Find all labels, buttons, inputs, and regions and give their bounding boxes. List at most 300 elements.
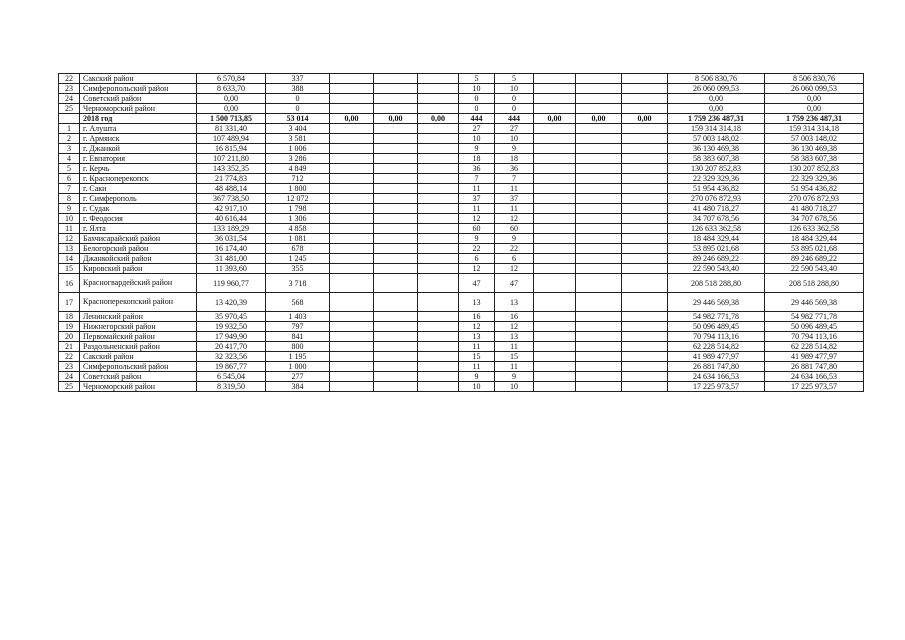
amount-total: 1 759 236 487,31 — [765, 114, 864, 124]
area-value: 13 420,39 — [197, 293, 266, 312]
amount-total: 51 954 436,82 — [765, 184, 864, 194]
objects-count: 0 — [459, 104, 495, 114]
empty-value-4 — [534, 332, 576, 342]
objects-count: 444 — [459, 114, 495, 124]
empty-value-3 — [418, 234, 459, 244]
row-number: 12 — [59, 234, 80, 244]
empty-value-1 — [330, 84, 374, 94]
table-row — [59, 204, 864, 214]
count-value: 53 014 — [266, 114, 330, 124]
count-value: 568 — [266, 293, 330, 312]
amount-total: 24 634 166,53 — [765, 372, 864, 382]
amount-total: 0,00 — [765, 104, 864, 114]
row-number: 11 — [59, 224, 80, 234]
empty-value-2 — [374, 124, 418, 134]
table-row — [59, 312, 864, 322]
empty-value-5 — [576, 264, 622, 274]
objects-count: 16 — [459, 312, 495, 322]
empty-value-5 — [576, 74, 622, 84]
amount-value: 130 207 852,83 — [668, 164, 765, 174]
objects-count-2: 0 — [495, 104, 534, 114]
empty-value-4 — [534, 204, 576, 214]
objects-count: 11 — [459, 342, 495, 352]
amount-total: 50 096 489,45 — [765, 322, 864, 332]
count-value: 1 081 — [266, 234, 330, 244]
objects-count-2: 12 — [495, 264, 534, 274]
empty-value-1 — [330, 224, 374, 234]
row-name: Симферопольский район — [80, 362, 197, 372]
area-value: 143 352,35 — [197, 164, 266, 174]
row-name: г. Евпатория — [80, 154, 197, 164]
objects-count-2: 22 — [495, 244, 534, 254]
amount-total: 159 314 314,18 — [765, 124, 864, 134]
empty-value-2 — [374, 144, 418, 154]
row-number: 25 — [59, 104, 80, 114]
empty-value-6 — [622, 164, 668, 174]
row-name: 2018 год — [80, 114, 197, 124]
empty-value-2 — [374, 104, 418, 114]
empty-value-3 — [418, 164, 459, 174]
empty-value-1 — [330, 204, 374, 214]
empty-value-6 — [622, 264, 668, 274]
objects-count-2: 12 — [495, 322, 534, 332]
amount-value: 26 881 747,80 — [668, 362, 765, 372]
objects-count: 10 — [459, 382, 495, 392]
amount-total: 26 060 099,53 — [765, 84, 864, 94]
amount-value: 18 484 329,44 — [668, 234, 765, 244]
row-name: Кировский район — [80, 264, 197, 274]
objects-count-2: 9 — [495, 234, 534, 244]
empty-value-5 — [576, 84, 622, 94]
empty-value-3 — [418, 84, 459, 94]
objects-count-2: 13 — [495, 293, 534, 312]
empty-value-4 — [534, 164, 576, 174]
empty-value-4 — [534, 382, 576, 392]
empty-value-3 — [418, 174, 459, 184]
amount-value: 70 794 113,16 — [668, 332, 765, 342]
amount-total: 70 794 113,16 — [765, 332, 864, 342]
area-value: 31 481,00 — [197, 254, 266, 264]
table-row — [59, 154, 864, 164]
objects-count-2: 36 — [495, 164, 534, 174]
empty-value-1 — [330, 214, 374, 224]
area-value: 81 331,40 — [197, 124, 266, 134]
row-number: 19 — [59, 322, 80, 332]
empty-value-1 — [330, 184, 374, 194]
empty-value-6 — [622, 234, 668, 244]
row-number: 18 — [59, 312, 80, 322]
empty-value-6 — [622, 214, 668, 224]
row-number: 1 — [59, 124, 80, 134]
empty-value-2 — [374, 264, 418, 274]
row-number: 5 — [59, 164, 80, 174]
empty-value-1 — [330, 372, 374, 382]
empty-value-3 — [418, 274, 459, 293]
empty-value-2 — [374, 382, 418, 392]
empty-value-4 — [534, 214, 576, 224]
empty-value-1 — [330, 254, 374, 264]
count-value: 4 858 — [266, 224, 330, 234]
empty-value-6 — [622, 124, 668, 134]
area-value: 367 738,50 — [197, 194, 266, 204]
empty-value-3 — [418, 204, 459, 214]
empty-value-6 — [622, 274, 668, 293]
empty-value-1 — [330, 154, 374, 164]
objects-count-2: 13 — [495, 332, 534, 342]
row-name: Красноперекопский район — [80, 293, 197, 312]
objects-count: 5 — [459, 74, 495, 84]
area-value: 16 815,94 — [197, 144, 266, 154]
amount-value: 0,00 — [668, 104, 765, 114]
amount-value: 270 076 872,93 — [668, 194, 765, 204]
row-name: Советский район — [80, 94, 197, 104]
amount-total: 8 506 830,76 — [765, 74, 864, 84]
area-value: 8 633,70 — [197, 84, 266, 94]
empty-value-5 — [576, 382, 622, 392]
area-value: 16 174,40 — [197, 244, 266, 254]
objects-count: 10 — [459, 134, 495, 144]
row-name: г. Саки — [80, 184, 197, 194]
empty-value-1 — [330, 362, 374, 372]
table-row — [59, 174, 864, 184]
area-value: 36 031,54 — [197, 234, 266, 244]
count-value: 1 195 — [266, 352, 330, 362]
empty-value-4 — [534, 224, 576, 234]
amount-total: 0,00 — [765, 94, 864, 104]
empty-value-3 — [418, 312, 459, 322]
row-name: Белогорский район — [80, 244, 197, 254]
objects-count: 12 — [459, 322, 495, 332]
empty-value-5: 0,00 — [576, 114, 622, 124]
empty-value-1 — [330, 124, 374, 134]
objects-count-2: 10 — [495, 134, 534, 144]
empty-value-5 — [576, 134, 622, 144]
table-row — [59, 104, 864, 114]
row-number: 23 — [59, 362, 80, 372]
count-value: 1 000 — [266, 362, 330, 372]
empty-value-2 — [374, 74, 418, 84]
count-value: 277 — [266, 372, 330, 382]
row-number: 7 — [59, 184, 80, 194]
empty-value-2 — [374, 214, 418, 224]
empty-value-2 — [374, 352, 418, 362]
table-row — [59, 254, 864, 264]
count-value: 0 — [266, 104, 330, 114]
table-row — [59, 94, 864, 104]
year-total-row — [59, 114, 864, 124]
count-value: 3 718 — [266, 274, 330, 293]
table-row — [59, 244, 864, 254]
empty-value-4 — [534, 154, 576, 164]
empty-value-4 — [534, 293, 576, 312]
empty-value-5 — [576, 274, 622, 293]
objects-count-2: 10 — [495, 382, 534, 392]
objects-count: 7 — [459, 174, 495, 184]
row-number: 15 — [59, 264, 80, 274]
row-name: Нижнегорский район — [80, 322, 197, 332]
area-value: 0,00 — [197, 94, 266, 104]
empty-value-1 — [330, 332, 374, 342]
amount-value: 208 518 288,80 — [668, 274, 765, 293]
area-value: 17 949,90 — [197, 332, 266, 342]
amount-value: 26 060 099,53 — [668, 84, 765, 94]
empty-value-5 — [576, 352, 622, 362]
row-number: 16 — [59, 274, 80, 293]
objects-count-2: 15 — [495, 352, 534, 362]
row-name: Ленинский район — [80, 312, 197, 322]
objects-count: 10 — [459, 84, 495, 94]
amount-value: 41 480 718,27 — [668, 204, 765, 214]
empty-value-1 — [330, 164, 374, 174]
row-number — [59, 114, 80, 124]
empty-value-5 — [576, 164, 622, 174]
empty-value-6 — [622, 174, 668, 184]
empty-value-1 — [330, 264, 374, 274]
empty-value-6 — [622, 154, 668, 164]
row-name: Черноморский район — [80, 104, 197, 114]
count-value: 384 — [266, 382, 330, 392]
empty-value-5 — [576, 332, 622, 342]
count-value: 337 — [266, 74, 330, 84]
row-number: 6 — [59, 174, 80, 184]
empty-value-6 — [622, 144, 668, 154]
empty-value-1 — [330, 144, 374, 154]
empty-value-3 — [418, 244, 459, 254]
row-number: 17 — [59, 293, 80, 312]
empty-value-1 — [330, 312, 374, 322]
row-number: 20 — [59, 332, 80, 342]
area-value: 8 319,50 — [197, 382, 266, 392]
count-value: 1 006 — [266, 144, 330, 154]
amount-value: 29 446 569,38 — [668, 293, 765, 312]
objects-count-2: 9 — [495, 372, 534, 382]
row-name: г. Феодосия — [80, 214, 197, 224]
table-row — [59, 144, 864, 154]
amount-total: 22 329 329,36 — [765, 174, 864, 184]
count-value: 3 581 — [266, 134, 330, 144]
objects-count-2: 0 — [495, 94, 534, 104]
row-number: 2 — [59, 134, 80, 144]
area-value: 119 960,77 — [197, 274, 266, 293]
objects-count-2: 12 — [495, 214, 534, 224]
empty-value-3 — [418, 134, 459, 144]
objects-count-2: 11 — [495, 362, 534, 372]
empty-value-5 — [576, 144, 622, 154]
area-value: 20 417,70 — [197, 342, 266, 352]
area-value: 6 545,04 — [197, 372, 266, 382]
empty-value-4 — [534, 372, 576, 382]
empty-value-2 — [374, 254, 418, 264]
empty-value-3 — [418, 124, 459, 134]
row-number: 25 — [59, 382, 80, 392]
empty-value-2 — [374, 372, 418, 382]
empty-value-5 — [576, 224, 622, 234]
empty-value-1 — [330, 194, 374, 204]
amount-value: 159 314 314,18 — [668, 124, 765, 134]
amount-value: 36 130 469,38 — [668, 144, 765, 154]
empty-value-6 — [622, 84, 668, 94]
empty-value-2 — [374, 332, 418, 342]
objects-count: 12 — [459, 264, 495, 274]
count-value: 1 403 — [266, 312, 330, 322]
objects-count: 0 — [459, 94, 495, 104]
row-number: 24 — [59, 94, 80, 104]
area-value: 19 932,50 — [197, 322, 266, 332]
amount-value: 54 982 771,78 — [668, 312, 765, 322]
row-name: Сакский район — [80, 352, 197, 362]
row-number: 21 — [59, 342, 80, 352]
objects-count-2: 16 — [495, 312, 534, 322]
empty-value-3 — [418, 254, 459, 264]
empty-value-2 — [374, 293, 418, 312]
table-row — [59, 134, 864, 144]
amount-total: 41 480 718,27 — [765, 204, 864, 214]
empty-value-4 — [534, 74, 576, 84]
empty-value-4 — [534, 244, 576, 254]
table-row — [59, 352, 864, 362]
objects-count: 9 — [459, 144, 495, 154]
amount-total: 17 225 973,57 — [765, 382, 864, 392]
empty-value-4: 0,00 — [534, 114, 576, 124]
table-row — [59, 322, 864, 332]
objects-count-2: 10 — [495, 84, 534, 94]
count-value: 1 306 — [266, 214, 330, 224]
amount-value: 0,00 — [668, 94, 765, 104]
area-value: 0,00 — [197, 104, 266, 114]
empty-value-4 — [534, 124, 576, 134]
empty-value-1 — [330, 234, 374, 244]
empty-value-5 — [576, 124, 622, 134]
empty-value-1 — [330, 322, 374, 332]
empty-value-6 — [622, 104, 668, 114]
objects-count-2: 27 — [495, 124, 534, 134]
row-number: 22 — [59, 352, 80, 362]
empty-value-2 — [374, 274, 418, 293]
empty-value-3 — [418, 332, 459, 342]
empty-value-3 — [418, 352, 459, 362]
empty-value-1 — [330, 104, 374, 114]
empty-value-3 — [418, 74, 459, 84]
area-value: 48 488,14 — [197, 184, 266, 194]
count-value: 388 — [266, 84, 330, 94]
empty-value-3 — [418, 94, 459, 104]
table-row — [59, 362, 864, 372]
amount-value: 41 989 477,97 — [668, 352, 765, 362]
empty-value-4 — [534, 194, 576, 204]
empty-value-6 — [622, 254, 668, 264]
table-row — [59, 372, 864, 382]
amount-total: 29 446 569,38 — [765, 293, 864, 312]
count-value: 3 286 — [266, 154, 330, 164]
row-name: г. Армянск — [80, 134, 197, 144]
empty-value-5 — [576, 184, 622, 194]
objects-count-2: 9 — [495, 144, 534, 154]
table-row — [59, 293, 864, 312]
empty-value-4 — [534, 94, 576, 104]
empty-value-5 — [576, 174, 622, 184]
data-table — [58, 73, 864, 392]
area-value: 32 323,56 — [197, 352, 266, 362]
objects-count: 12 — [459, 214, 495, 224]
empty-value-4 — [534, 144, 576, 154]
amount-total: 270 076 872,93 — [765, 194, 864, 204]
table-row — [59, 84, 864, 94]
empty-value-1 — [330, 74, 374, 84]
row-name: Черноморский район — [80, 382, 197, 392]
amount-total: 126 633 362,58 — [765, 224, 864, 234]
amount-total: 53 895 021,68 — [765, 244, 864, 254]
objects-count-2: 47 — [495, 274, 534, 293]
empty-value-1: 0,00 — [330, 114, 374, 124]
objects-count-2: 37 — [495, 194, 534, 204]
empty-value-6: 0,00 — [622, 114, 668, 124]
amount-value: 58 383 607,38 — [668, 154, 765, 164]
objects-count: 11 — [459, 362, 495, 372]
row-name: г. Алушта — [80, 124, 197, 134]
count-value: 4 849 — [266, 164, 330, 174]
empty-value-4 — [534, 234, 576, 244]
row-name: г. Судак — [80, 204, 197, 214]
amount-value: 1 759 236 487,31 — [668, 114, 765, 124]
empty-value-3 — [418, 372, 459, 382]
table-row — [59, 264, 864, 274]
row-number: 13 — [59, 244, 80, 254]
empty-value-3 — [418, 214, 459, 224]
row-name: Первомайский район — [80, 332, 197, 342]
count-value: 800 — [266, 342, 330, 352]
amount-total: 89 246 689,22 — [765, 254, 864, 264]
objects-count-2: 444 — [495, 114, 534, 124]
area-value: 35 970,45 — [197, 312, 266, 322]
empty-value-6 — [622, 322, 668, 332]
table-row — [59, 164, 864, 174]
objects-count-2: 6 — [495, 254, 534, 264]
empty-value-3 — [418, 224, 459, 234]
objects-count: 60 — [459, 224, 495, 234]
amount-value: 89 246 689,22 — [668, 254, 765, 264]
area-value: 19 867,77 — [197, 362, 266, 372]
row-number: 24 — [59, 372, 80, 382]
row-name: г. Симферополь — [80, 194, 197, 204]
empty-value-1 — [330, 174, 374, 184]
table-row — [59, 184, 864, 194]
row-name: г. Ялта — [80, 224, 197, 234]
empty-value-3 — [418, 154, 459, 164]
row-number: 14 — [59, 254, 80, 264]
amount-value: 53 895 021,68 — [668, 244, 765, 254]
empty-value-5 — [576, 154, 622, 164]
empty-value-2 — [374, 134, 418, 144]
area-value: 21 774,83 — [197, 174, 266, 184]
empty-value-4 — [534, 352, 576, 362]
empty-value-1 — [330, 342, 374, 352]
empty-value-6 — [622, 293, 668, 312]
objects-count: 9 — [459, 372, 495, 382]
empty-value-2 — [374, 224, 418, 234]
empty-value-4 — [534, 104, 576, 114]
empty-value-4 — [534, 264, 576, 274]
amount-value: 22 329 329,36 — [668, 174, 765, 184]
objects-count: 6 — [459, 254, 495, 264]
empty-value-5 — [576, 372, 622, 382]
objects-count: 47 — [459, 274, 495, 293]
amount-value: 50 096 489,45 — [668, 322, 765, 332]
table-row — [59, 224, 864, 234]
empty-value-1 — [330, 94, 374, 104]
table-row — [59, 124, 864, 134]
empty-value-3 — [418, 264, 459, 274]
count-value: 712 — [266, 174, 330, 184]
